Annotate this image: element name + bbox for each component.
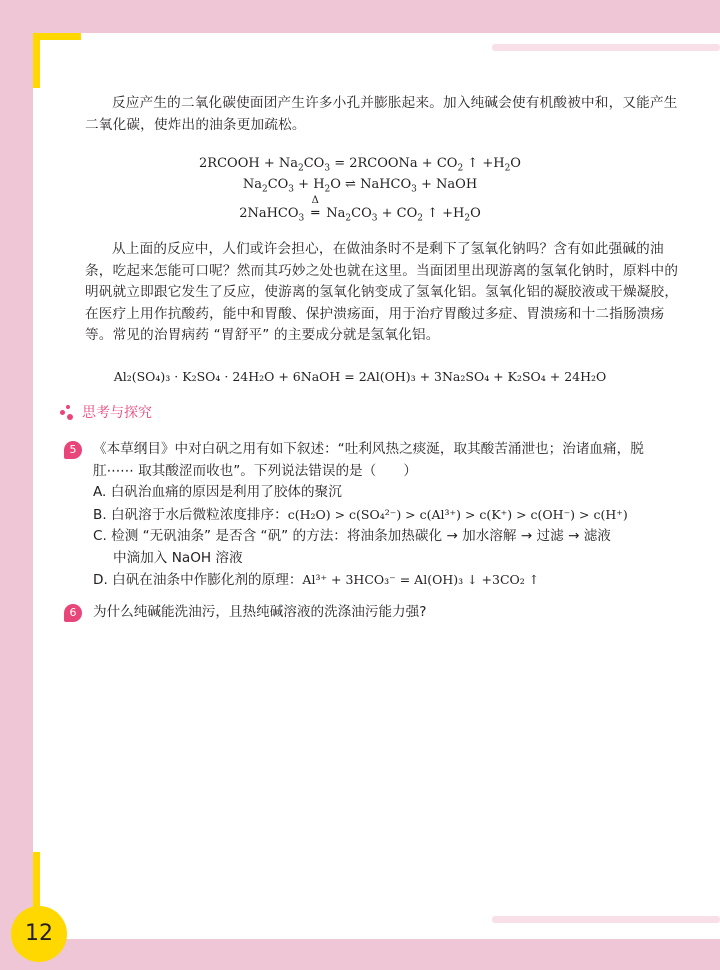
question-5-badge: [64, 441, 82, 459]
eq2-part: CO: [267, 177, 289, 192]
option-b-formula: c(H₂O) > c(SO₄²⁻) > c(Al³⁺) > c(K⁺) > c(OH⁻) > c(H⁺): [287, 506, 628, 522]
eq2-sub: 3: [288, 184, 295, 195]
eq3-sub: 2: [464, 213, 471, 224]
question-number: 6: [69, 606, 77, 619]
page-number: 12: [25, 921, 53, 946]
option-b: [93, 504, 683, 527]
eq1-sub: 2: [297, 163, 304, 174]
eq3-part: O: [470, 206, 481, 221]
option-d-formula: Al³⁺ + 3HCO₃⁻ = Al(OH)₃ ↓ +3CO₂ ↑: [302, 572, 540, 587]
option-c-line2: 中滴加入 NaOH 溶液: [113, 549, 243, 566]
paragraph-2: 从上面的反应中，人们或许会担心，在做油条时不是剩下了氢氧化钠吗？含有如此强碱的油条，吃起来怎能可口呢？然而其巧妙之处也就在这里。当面团里出现游离的氢氧化钠时，原料中的明矾就立即跟它发生了反应，使游离的氢氧化钠变成了氢氧化铝。氢氧化铝的凝胶液或干燥凝胶，在医疗上用作抗酸药，能中和胃酸、保护溃疡面，用于治疗胃酸过多症、胃溃疡和十二指肠溃疡等。常见的治胃病药 “胃舒平” 的主要成分就是氢氧化铝。: [85, 241, 679, 343]
eq2-part: O ⇌ NaHCO: [330, 177, 412, 192]
question-5: [93, 439, 683, 592]
question-5-stem-line2: 肛⋯⋯ 取其酸涩而收也”。下列说法错误的是（ ）: [93, 462, 418, 479]
top-stripe-decoration: [492, 44, 720, 51]
eq1-part: = 2RCOONa + CO: [330, 156, 458, 171]
eq3-part: + CO: [377, 206, 418, 221]
section-title: 思考与探究: [82, 405, 152, 421]
question-6: [93, 602, 683, 624]
eq3-part: 2NaHCO: [239, 206, 299, 221]
eq3-sub: 2: [345, 213, 352, 224]
option-d-text: D. 白矾在油条中作膨化剂的原理：: [93, 572, 303, 588]
eq2-part: + H: [294, 177, 325, 192]
eq3-sub: 2: [417, 213, 423, 224]
eq1-sub: 3: [324, 163, 331, 174]
option-d: [93, 569, 683, 592]
question-5-stem-line1: 《本草纲目》中对白矾之用有如下叙述：“吐利风热之痰涎，取其酸苦涌泄也；治诸血痛，脱: [93, 441, 644, 457]
eq1-part: O: [510, 156, 521, 171]
page-number-badge: [11, 906, 67, 962]
heat-arrow: [304, 195, 326, 224]
explanation-paragraph: [85, 239, 683, 347]
eq2-sub: 2: [261, 184, 268, 195]
intro-paragraph: [85, 93, 683, 136]
eq1-part: 2RCOOH + Na: [199, 156, 298, 171]
eq3-part: Na: [326, 206, 346, 221]
question-number: 5: [69, 443, 77, 456]
question-6-text: 为什么纯碱能洗油污，且热纯碱溶液的洗涤油污能力强?: [93, 604, 427, 620]
delta-symbol: Δ: [311, 195, 319, 206]
option-b-text: B. 白矾溶于水后微粒浓度排序：: [93, 506, 288, 523]
corner-bracket-bottom-vertical: [33, 852, 40, 912]
paragraph-1: 反应产生的二氧化碳使面团产生许多小孔并膨胀起来。加入纯碱会使有机酸被中和，又能产生二氧化碳，使炸出的油条更加疏松。: [85, 95, 678, 133]
eq1-part: CO: [303, 156, 325, 171]
eq3-sub: 3: [298, 213, 305, 224]
equation-4: Al₂(SO₄)₃ · K₂SO₄ · 24H₂O + 6NaOH = 2Al(OH)₃ + 3Na₂SO₄ + K₂SO₄ + 24H₂O: [113, 369, 607, 384]
eq2-part: + NaOH: [416, 177, 478, 192]
option-c-line1: C. 检测 “无矾油条” 是否含 “矾” 的方法：将油条加热碳化 → 加水溶解 → 过滤 → 滤液: [93, 528, 611, 544]
equation-2: [0, 175, 720, 200]
eq2-sub: 3: [411, 184, 417, 195]
eq3-part: CO: [351, 206, 372, 221]
corner-bracket-top-horizontal: [33, 33, 81, 40]
bottom-stripe-decoration: [492, 916, 720, 923]
eq1-part: ↑ +H: [463, 156, 505, 171]
eq1-sub: 2: [457, 163, 464, 174]
eq3-part: ↑ +H: [423, 206, 465, 221]
section-header: [58, 401, 152, 423]
eq2-sub: 2: [324, 184, 331, 195]
eq3-sub: 3: [371, 213, 378, 224]
corner-bracket-top-vertical: [33, 33, 40, 88]
question-6-badge: [64, 604, 82, 622]
equation-3: [0, 195, 720, 229]
option-a: A. 白矾治血痛的原因是利用了胶体的聚沉: [93, 484, 342, 500]
eq2-part: Na: [242, 177, 262, 192]
dots-icon: [58, 403, 76, 421]
eq1-sub: 2: [504, 163, 511, 174]
equals-sign: ═: [311, 206, 320, 221]
